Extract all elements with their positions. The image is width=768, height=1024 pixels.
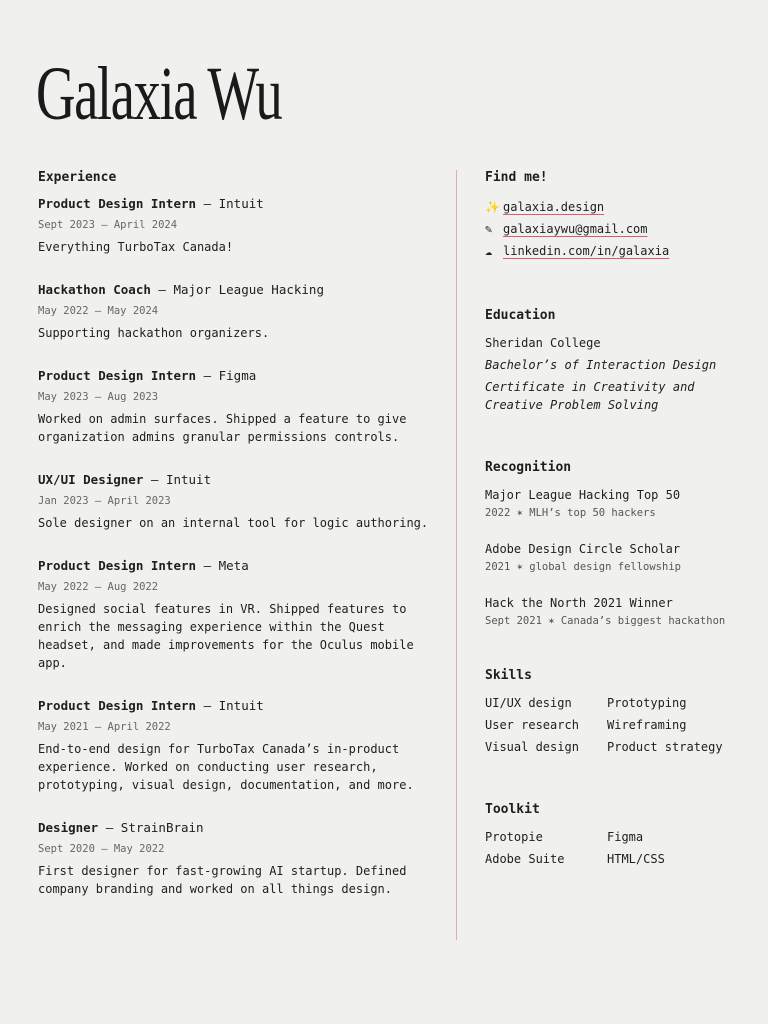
tool-item: Protopie bbox=[485, 830, 543, 844]
recognition-item-title: Hack the North 2021 Winner bbox=[485, 596, 673, 610]
sidebar-column bbox=[485, 170, 755, 868]
skills-title: Skills bbox=[485, 668, 532, 683]
job-entry: UX/UI Designer — Intuit Jan 2023 – April 2023 Sole designer on an internal tool for logic authoring. bbox=[38, 472, 448, 532]
column-divider bbox=[456, 170, 457, 940]
skill-item: Product strategy bbox=[607, 740, 723, 754]
contact-item bbox=[485, 196, 755, 218]
experience-title: Experience bbox=[38, 170, 117, 185]
job-description: Sole designer on an internal tool for logic authoring. bbox=[38, 516, 429, 530]
skill-item: User research bbox=[485, 718, 579, 732]
recognition-item bbox=[485, 594, 755, 628]
job-entry: Product Design Intern — Figma May 2023 – Aug 2023 Worked on admin surfaces. Shipped a feature to give organization admins granular permissions controls. bbox=[38, 368, 448, 446]
job-role: Product Design Intern bbox=[38, 368, 197, 383]
email-link[interactable]: galaxiaywu@gmail.com bbox=[503, 222, 648, 236]
job-dates: May 2023 – Aug 2023 bbox=[38, 391, 159, 403]
job-dates: Sept 2023 – April 2024 bbox=[38, 219, 178, 231]
job-role: Product Design Intern bbox=[38, 558, 197, 573]
job-description: Supporting hackathon organizers. bbox=[38, 326, 270, 340]
job-role: UX/UI Designer bbox=[38, 472, 144, 487]
education-certificate: Certificate in Creativity and Creative Problem Solving bbox=[485, 380, 695, 412]
tool-item: HTML/CSS bbox=[607, 852, 665, 866]
job-role: Hackathon Coach bbox=[38, 282, 151, 297]
recognition-item-title: Major League Hacking Top 50 bbox=[485, 488, 681, 502]
skill-item: Visual design bbox=[485, 740, 579, 754]
contact-title: Find me! bbox=[485, 170, 548, 185]
job-entry: Designer — StrainBrain Sept 2020 – May 2022 First designer for fast-growing AI startup. Defined company branding and worked on all things design. bbox=[38, 820, 448, 898]
sparkle-icon: ✨ bbox=[485, 200, 500, 214]
job-company: Intuit bbox=[218, 196, 264, 211]
recognition-section bbox=[485, 460, 755, 628]
job-description: First designer for fast-growing AI startup. Defined company branding and worked on all things design. bbox=[38, 864, 407, 896]
job-dates: Sept 2020 – May 2022 bbox=[38, 843, 165, 855]
memo-icon: ✎ bbox=[485, 222, 493, 236]
contact-item bbox=[485, 240, 755, 262]
job-description: Designed social features in VR. Shipped features to enrich the messaging experience within the Quest headset, and made improvements for the Oculus mobile app. bbox=[38, 602, 414, 670]
toolkit-title: Toolkit bbox=[485, 802, 540, 817]
job-role: Product Design Intern bbox=[38, 698, 197, 713]
job-dates: May 2021 – April 2022 bbox=[38, 721, 171, 733]
job-role: Designer bbox=[38, 820, 99, 835]
education-degree: Bachelor’s of Interaction Design bbox=[485, 358, 717, 372]
job-role: Product Design Intern bbox=[38, 196, 197, 211]
skill-item: UI/UX design bbox=[485, 696, 572, 710]
job-company: Meta bbox=[218, 558, 249, 573]
contact-item bbox=[485, 218, 755, 240]
recognition-item bbox=[485, 486, 755, 520]
job-dates: May 2022 – Aug 2022 bbox=[38, 581, 159, 593]
skills-grid bbox=[485, 694, 755, 756]
toolkit-grid bbox=[485, 828, 755, 868]
linkedin-link[interactable]: linkedin.com/in/galaxia bbox=[503, 244, 670, 258]
education-school: Sheridan College bbox=[485, 336, 601, 350]
job-entry: Product Design Intern — Intuit Sept 2023 – April 2024 Everything TurboTax Canada! bbox=[38, 196, 448, 256]
education-section bbox=[485, 308, 755, 414]
job-company: Intuit bbox=[165, 472, 212, 487]
job-company: Intuit bbox=[218, 698, 264, 713]
tool-item: Adobe Suite bbox=[485, 852, 565, 866]
job-description: Everything TurboTax Canada! bbox=[38, 240, 234, 254]
recognition-item bbox=[485, 540, 755, 574]
job-entry: Product Design Intern — Intuit May 2021 – April 2022 End-to-end design for TurboTax Canada’s in-product experience. Worked on conducting user research, prototyping, visual design, documentation, and more. bbox=[38, 698, 448, 794]
contact-list bbox=[485, 196, 755, 262]
job-company: Major League Hacking bbox=[173, 282, 324, 297]
job-dates: Jan 2023 – April 2023 bbox=[38, 495, 171, 507]
skill-item: Wireframing bbox=[607, 718, 687, 732]
skill-item: Prototyping bbox=[607, 696, 687, 710]
education-title: Education bbox=[485, 308, 556, 323]
experience-column bbox=[38, 170, 448, 924]
skills-section bbox=[485, 668, 755, 756]
chat-bubble-icon: ☁ bbox=[485, 244, 493, 258]
tool-item: Figma bbox=[607, 830, 644, 844]
name-heading: Galaxia Wu bbox=[36, 52, 282, 136]
recognition-item-subtitle: Sept 2021 ✶ Canada’s biggest hackathon bbox=[485, 615, 726, 627]
job-company: Figma bbox=[218, 368, 257, 383]
job-description: End-to-end design for TurboTax Canada’s in-product experience. Worked on conducting user research, prototyping, visual design, documentation, and more. bbox=[38, 742, 414, 792]
job-description: Worked on admin surfaces. Shipped a feature to give organization admins granular permissions controls. bbox=[38, 412, 407, 444]
job-entry: Hackathon Coach — Major League Hacking May 2022 – May 2024 Supporting hackathon organizers. bbox=[38, 282, 448, 342]
recognition-item-title: Adobe Design Circle Scholar bbox=[485, 542, 681, 556]
job-entry: Product Design Intern — Meta May 2022 – Aug 2022 Designed social features in VR. Shipped features to enrich the messaging experience within the Quest headset, and made improvements for the Oculus mobile app. bbox=[38, 558, 448, 672]
toolkit-section bbox=[485, 802, 755, 868]
recognition-item-subtitle: 2022 ✶ MLH’s top 50 hackers bbox=[485, 507, 656, 519]
website-link[interactable]: galaxia.design bbox=[503, 200, 605, 214]
job-company: StrainBrain bbox=[120, 820, 204, 835]
job-dates: May 2022 – May 2024 bbox=[38, 305, 159, 317]
recognition-item-subtitle: 2021 ✶ global design fellowship bbox=[485, 561, 681, 573]
recognition-title: Recognition bbox=[485, 460, 572, 475]
